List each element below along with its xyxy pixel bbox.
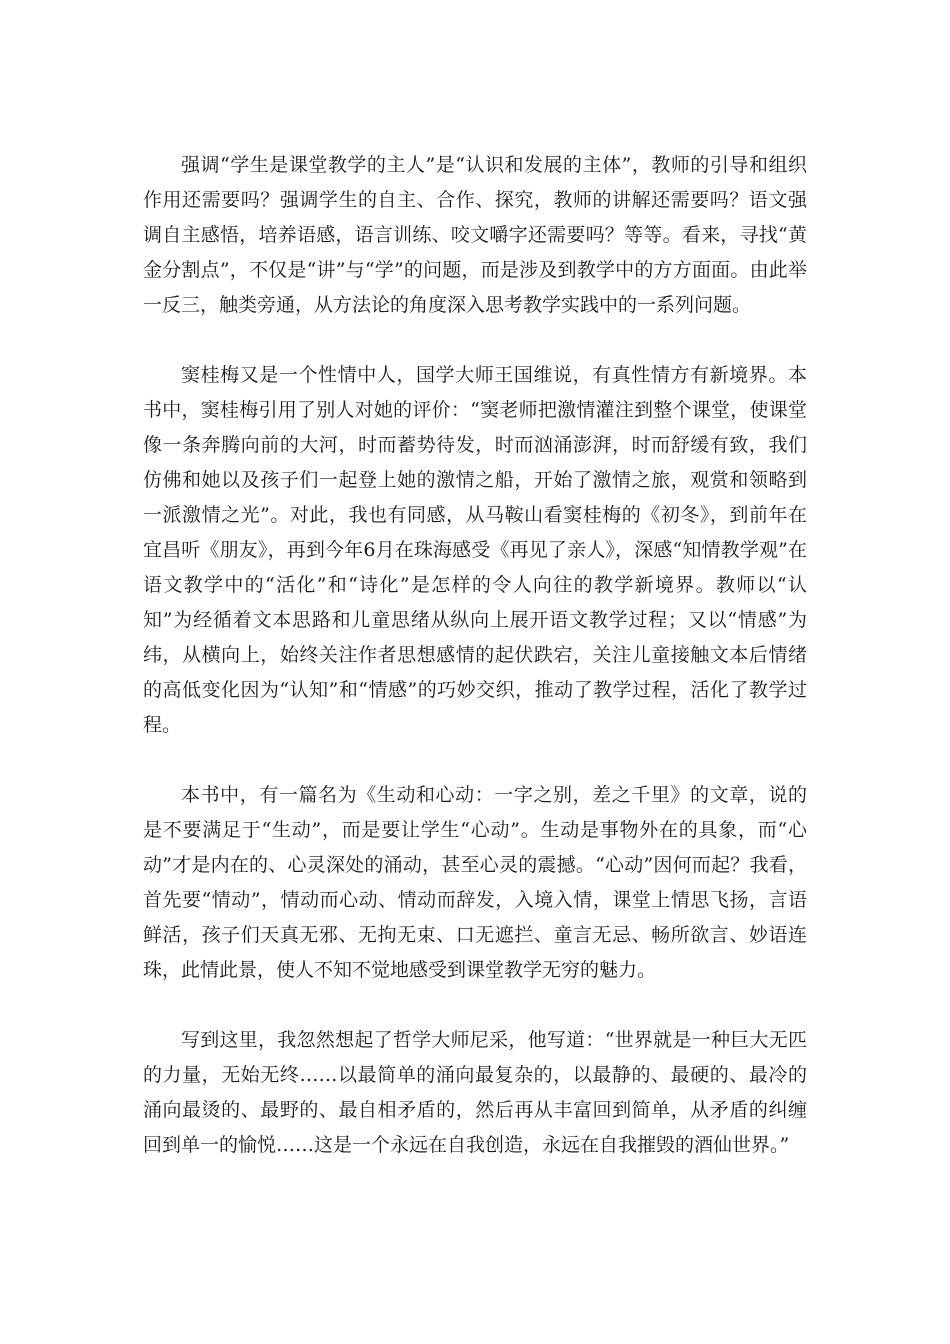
paragraph-3: 本书中，有一篇名为《生动和心动：一字之别，差之千里》的文章，说的是不要满足于“生动”，而是要让学生“心动”。生动是事物外在的具象，而“心动”才是内在的、心灵深处的涌动，甚至心灵的震撼。“心动”因何而起？我看，首先要“情动”，情动而心动、情动而辞发，入境入情，课堂上情思飞扬，言语鲜活，孩子们天真无邪、无拘无束、口无遮拦、童言无忌、畅所欲言、妙语连珠，此情此景，使人不知不觉地感受到课堂教学无穷的魅力。: [143, 784, 807, 981]
paragraph-4: 写到这里，我忽然想起了哲学大师尼采，他写道：“世界就是一种巨大无匹的力量，无始无终……以最简单的涌向最复杂的，以最静的、最硬的、最冷的涌向最烫的、最野的、最自相矛盾的，然后再从丰富回到简单，从矛盾的纠缠回到单一的愉悦……这是一个永远在自我创造，永远在自我摧毁的酒仙世界。”: [143, 1029, 807, 1156]
paragraph-2: 窦桂梅又是一个性情中人，国学大师王国维说，有真性情方有新境界。本书中，窦桂梅引用了别人对她的评价：“窦老师把激情灌注到整个课堂，使课堂像一条奔腾向前的大河，时而蓄势待发，时而汹涌澎湃，时而舒缓有致，我们仿佛和她以及孩子们一起登上她的激情之船，开始了激情之旅，观赏和领略到一派激情之光”。对此，我也有同感，从马鞍山看窦桂梅的《初冬》，到前年在宜昌听《朋友》，再到今年6月在珠海感受《再见了亲人》，深感“知情教学观”在语文教学中的“活化”和“诗化”是怎样的令人向往的教学新境界。教师以“认知”为经循着文本思路和儿童思绪从纵向上展开语文教学过程；又以“情感”为纬，从横向上，始终关注作者思想感情的起伏跌宕，关注儿童接触文本后情绪的高低变化因为“认知”和“情感”的巧妙交织，推动了教学过程，活化了教学过程。: [143, 364, 807, 736]
document-body: [143, 148, 807, 1163]
paragraph-1: 强调“学生是课堂教学的主人”是“认识和发展的主体”，教师的引导和组织作用还需要吗？强调学生的自主、合作、探究，教师的讲解还需要吗？语文强调自主感悟，培养语感，语言训练、咬文嚼字还需要吗？等等。看来，寻找“黄金分割点”，不仅是“讲”与“学”的问题，而是涉及到教学中的方方面面。由此举一反三，触类旁通，从方法论的角度深入思考教学实践中的一系列问题。: [143, 154, 807, 316]
